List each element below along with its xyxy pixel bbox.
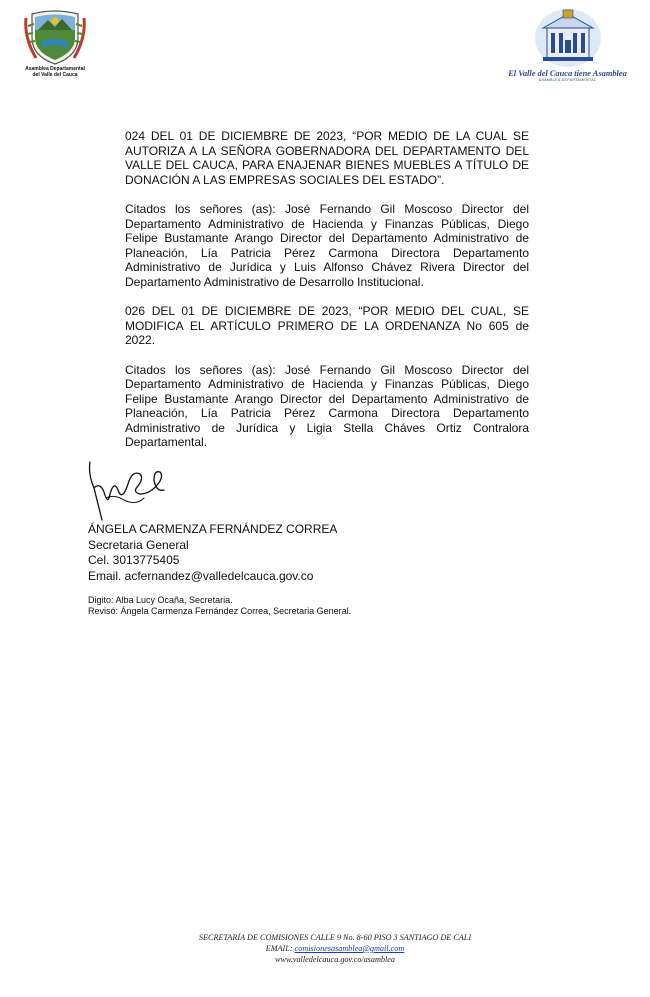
left-logo-caption: Asamblea Departamental del Valle del Cauca (25, 66, 85, 78)
signatory-phone: Cel. 3013775405 (88, 553, 180, 568)
coat-of-arms-icon (22, 8, 88, 66)
paragraph-citados-2: Citados los señores (as): José Fernando Gil Moscoso Director del Departamento Administrativo de Hacienda y Finanzas Públicas, Diego Felipe Bustamante Arango Director del Departamento Administrativo de Planeación, Lía Patricia Pérez Carmona Directora Departamento Administrativo de Jurídica y Ligia Stella Cháves Ortiz Contralora Departamental. (125, 362, 529, 450)
right-logo-tagline: El Valle del Cauca tiene Asamblea (508, 69, 627, 78)
signatory-email: Email. acfernandez@valledelcauca.gov.co (88, 568, 314, 583)
asamblea-logo-left (22, 8, 88, 78)
paragraph-ordinance-024: 024 DEL 01 DE DICIEMBRE DE 2023, “POR MEDIO DE LA CUAL SE AUTORIZA A LA SEÑORA GOBERNADORA DEL DEPARTAMENTO DEL VALLE DEL CAUCA, PARA ENAJENAR BIENES MUEBLES A TÍTULO DE DONACIÓN A LAS EMPRESAS SOCIALES DEL ESTADO”. (125, 129, 529, 187)
footer-email-link[interactable]: comisionesasamblea@gmail.com (294, 943, 405, 953)
document-body (125, 129, 529, 465)
signatory-role: Secretaria General (88, 537, 189, 552)
document-meta (88, 595, 351, 618)
footer-email-line (140, 944, 530, 955)
right-logo-subtitle: ASAMBLEA DEPARTAMENTAL (538, 78, 597, 82)
signatory-block (88, 522, 337, 584)
reviewed-by: Revisó: Ángela Carmenza Fernández Correa, Secretaria General. (88, 606, 352, 617)
signatory-name: ÁNGELA CARMENZA FERNÁNDEZ CORREA (88, 522, 338, 536)
asamblea-logo-right (500, 6, 635, 82)
handwritten-signature (84, 454, 184, 524)
footer-email-label: EMAIL: (265, 943, 295, 953)
typed-by: Digito: Alba Lucy Ocaña, Secretaria. (88, 595, 233, 605)
assembly-building-icon (533, 6, 603, 68)
footer-website[interactable]: www.valledelcauca.gov.co/asamblea (275, 954, 395, 964)
paragraph-ordinance-026: 026 DEL 01 DE DICIEMBRE DE 2023, “POR MEDIO DEL CUAL, SE MODIFICA EL ARTÍCULO PRIMERO DE LA ORDENANZA No 605 de 2022. (125, 304, 529, 348)
paragraph-citados-1: Citados los señores (as): José Fernando Gil Moscoso Director del Departamento Administrativo de Hacienda y Finanzas Públicas, Diego Felipe Bustamante Arango Director del Departamento Administrativo de Planeación, Lía Patricia Pérez Carmona Directora Departamento Administrativo de Jurídica y Luis Alfonso Chávez Rivera Director del Departamento Administrativo de Desarrollo Institucional. (125, 201, 529, 289)
footer-address: SECRETARÍA DE COMISIONES CALLE 9 No. 8-60 PISO 3 SANTIAGO DE CALI (198, 933, 472, 942)
page-footer (140, 933, 530, 965)
